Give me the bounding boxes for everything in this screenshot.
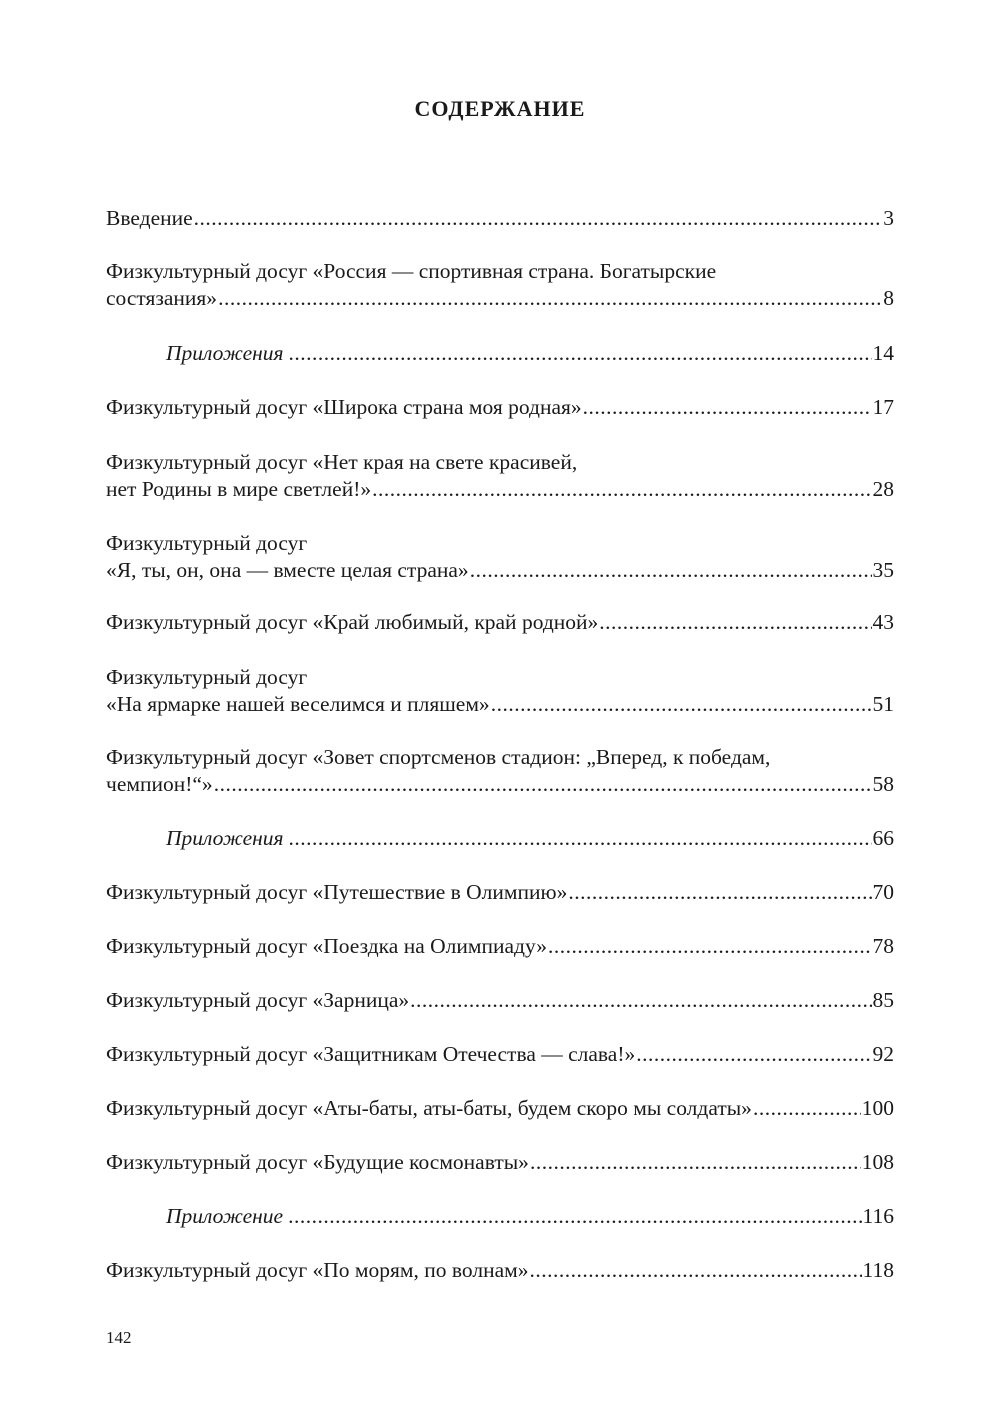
toc-entry-appendix — [166, 340, 894, 367]
toc-entry-page-number: 116 — [862, 1204, 894, 1228]
toc-entry-page-number: 28 — [872, 477, 894, 501]
toc-entry-line — [106, 1257, 894, 1284]
toc-entry-page-number: 51 — [872, 692, 894, 716]
toc-entry-line — [106, 987, 894, 1014]
toc-entry-title: Физкультурный досуг «Зарница» — [106, 988, 410, 1012]
toc-entry-page-number: 70 — [872, 880, 894, 904]
toc-entry — [106, 258, 894, 312]
toc-entry — [106, 1041, 894, 1068]
toc-entry-title: нет Родины в мире светлей!» — [106, 477, 372, 501]
toc-entry-title: «Я, ты, он, она — вместе целая страна» — [106, 558, 469, 582]
toc-entry-title: Физкультурный досуг «Край любимый, край родной» — [106, 610, 599, 634]
toc-entry — [106, 664, 894, 718]
toc-entry-page-number: 108 — [861, 1150, 894, 1174]
toc-entry — [106, 449, 894, 503]
toc-entry — [106, 879, 894, 906]
toc-entry-title: Приложения — [166, 341, 284, 365]
toc-entry-title: Физкультурный досуг «По морям, по волнам» — [106, 1258, 529, 1282]
toc-entry-line — [106, 933, 894, 960]
dot-leader — [583, 394, 872, 421]
toc-entry — [106, 987, 894, 1014]
toc-entry-line — [106, 205, 894, 232]
page-number: 142 — [106, 1328, 132, 1347]
toc-entry-title-line: Физкультурный досуг — [106, 665, 308, 689]
toc-entry-line — [106, 285, 894, 312]
toc-entry-page-number: 3 — [883, 206, 894, 230]
toc-entry-title-line: Физкультурный досуг «Россия — спортивная страна. Богатырские — [106, 259, 717, 283]
page-title: СОДЕРЖАНИЕ — [414, 96, 586, 121]
toc-entry-title: Приложение — [166, 1204, 284, 1228]
toc-entry-appendix — [166, 825, 894, 852]
toc-entry — [106, 530, 894, 584]
toc-entry-line — [106, 609, 894, 636]
toc-entry-line — [106, 771, 894, 798]
dot-leader — [599, 609, 871, 636]
dot-leader — [410, 987, 871, 1014]
toc-entry-line — [166, 340, 894, 367]
dot-leader — [491, 691, 872, 718]
toc-entry-title: состязания» — [106, 286, 218, 310]
toc-entry — [106, 394, 894, 421]
dot-leader — [470, 557, 872, 584]
toc-entry-line — [166, 1203, 894, 1230]
toc-entry — [106, 1149, 894, 1176]
dot-leader — [214, 771, 872, 798]
dot-leader — [218, 285, 882, 312]
dot-leader — [530, 1149, 861, 1176]
toc-entry-title: чемпион!“» — [106, 772, 213, 796]
dot-leader — [530, 1257, 862, 1284]
toc-entry-title: Физкультурный досуг «Поездка на Олимпиаду» — [106, 934, 548, 958]
toc-entry — [106, 205, 894, 232]
toc-entry-line — [106, 476, 894, 503]
toc-entry-title: Физкультурный досуг «Путешествие в Олимпию» — [106, 880, 568, 904]
toc-entry-page-number: 14 — [872, 341, 894, 365]
dot-leader — [288, 1203, 861, 1230]
toc-entry-line — [106, 691, 894, 718]
toc-entry-line — [166, 825, 894, 852]
toc-entry-page-number: 118 — [862, 1258, 894, 1282]
toc-entry-line — [106, 1041, 894, 1068]
dot-leader — [753, 1095, 861, 1122]
dot-leader — [194, 205, 883, 232]
toc-entry — [106, 609, 894, 636]
toc-entry-title: Введение — [106, 206, 193, 230]
toc-entry-title: Физкультурный досуг «Будущие космонавты» — [106, 1150, 529, 1174]
toc-entry-line — [106, 1149, 894, 1176]
toc-entry-page-number: 92 — [872, 1042, 894, 1066]
toc-entry-page-number: 78 — [872, 934, 894, 958]
toc-entry-page-number: 85 — [872, 988, 894, 1012]
toc-entry-page-number: 43 — [872, 610, 894, 634]
toc-entry-page-number: 8 — [883, 286, 894, 310]
toc-entry-title-line: Физкультурный досуг «Нет края на свете красивей, — [106, 450, 578, 474]
toc-entry-page-number: 17 — [872, 395, 894, 419]
toc-entry-page-number: 58 — [872, 772, 894, 796]
toc-entry-page-number: 100 — [861, 1096, 894, 1120]
toc-entry-title: Физкультурный досуг «Широка страна моя родная» — [106, 395, 582, 419]
toc-entry-appendix — [166, 1203, 894, 1230]
dot-leader — [568, 879, 871, 906]
toc-entry-title: Физкультурный досуг «Защитникам Отечества — слава!» — [106, 1042, 636, 1066]
toc-entry-page-number: 66 — [872, 826, 894, 850]
toc-entry-page-number: 35 — [872, 558, 894, 582]
toc-entry — [106, 1095, 894, 1122]
toc-entry — [106, 744, 894, 798]
toc-entry — [106, 1257, 894, 1284]
dot-leader — [548, 933, 871, 960]
toc-entry-line — [106, 879, 894, 906]
toc-entry-line — [106, 557, 894, 584]
dot-leader — [636, 1041, 871, 1068]
toc-entry-line — [106, 394, 894, 421]
toc-entry-line — [106, 1095, 894, 1122]
toc-entry-title: «На ярмарке нашей веселимся и пляшем» — [106, 692, 490, 716]
toc-entry-title-line: Физкультурный досуг — [106, 531, 308, 555]
toc-entry — [106, 933, 894, 960]
toc-entry-title: Физкультурный досуг «Аты-баты, аты-баты, будем скоро мы солдаты» — [106, 1096, 752, 1120]
dot-leader — [289, 825, 872, 852]
dot-leader — [372, 476, 871, 503]
dot-leader — [289, 340, 872, 367]
toc-entry-title-line: Физкультурный досуг «Зовет спортсменов стадион: „Вперед, к победам, — [106, 745, 771, 769]
toc-entry-title: Приложения — [166, 826, 284, 850]
